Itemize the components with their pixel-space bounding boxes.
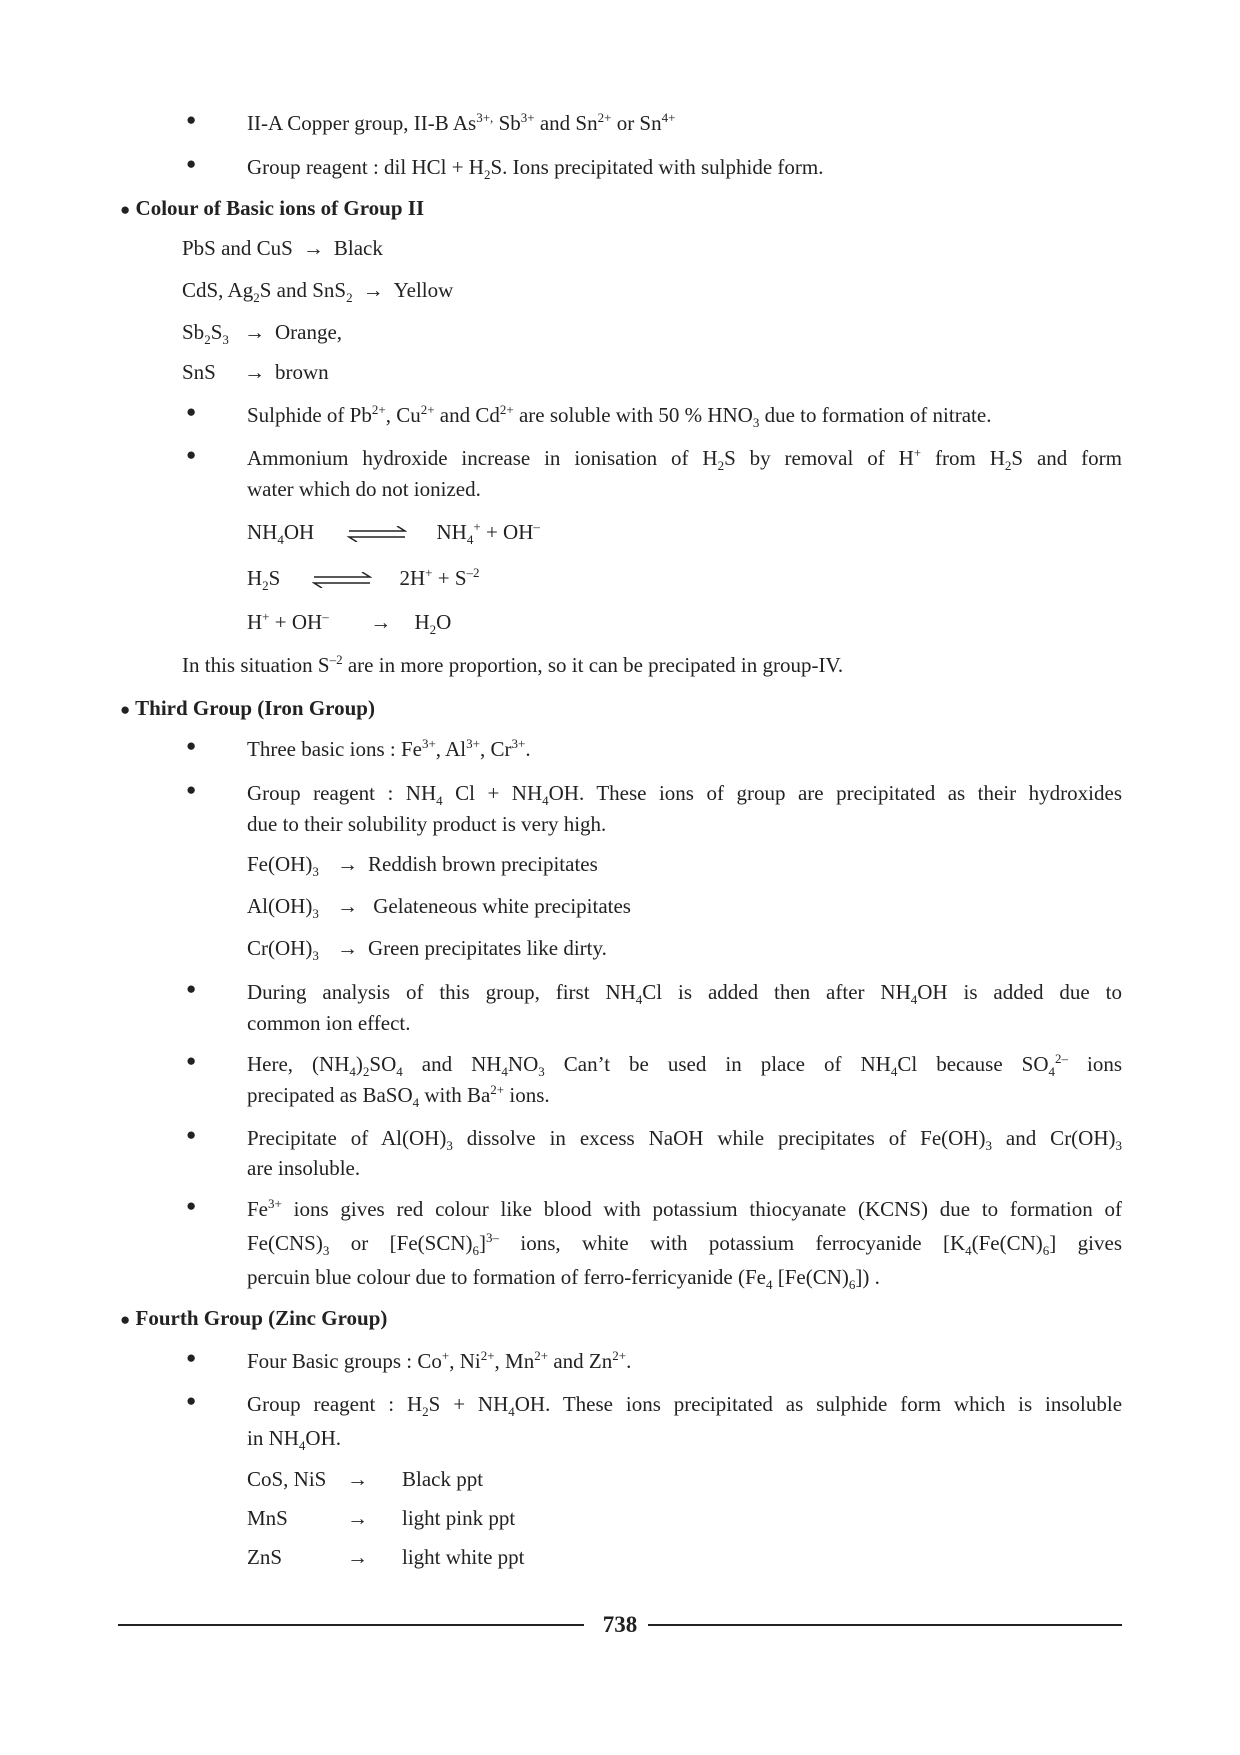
group3-analysis: During analysis of this group, first $NH_4Cl$ is added then after $NH_4OH$ is added due to [247, 980, 1122, 1007]
bullet-icon: ● [186, 1348, 197, 1367]
equilibrium-arrow-icon [347, 526, 407, 542]
ammonium-note: Ammonium hydroxide increase in ionisation of $H_2S$ by removal of H+ from $H_2S$ and form [247, 445, 1122, 473]
equation-water: $H^+ + OH^- \to H_2O$ [247, 609, 452, 637]
group2-line1: II-A Copper group, II-B $As^{3+,}$ $Sb^{3+}$ and $Sn^{2+}$ or $Sn^{4+}$ [247, 110, 676, 135]
group3-here: Here, $(NH_4)_2SO_4$ and $NH_4NO_3$ Can’t be used in place of $NH_4Cl$ because $SO_4^{2-}$ ions [247, 1051, 1123, 1079]
fe-test-line3: percuin blue colour due to formation of ferro-ferricyanide ($Fe_4$ $[Fe(CN)_6]$) . [247, 1265, 880, 1292]
group3-precipitate: Precipitate of $Al(OH)_3$ dissolve in excess NaOH while precipitates of $Fe(OH)_3$ and $Cr(OH)_3$ [247, 1126, 1123, 1153]
bullet-icon: ● [186, 445, 197, 464]
sulphide-row-zns: ZnS → light white ppt [247, 1545, 525, 1569]
equation-h2s: $H_2S$ $2H^+ + S^{-2}$ [247, 565, 480, 593]
sulphide-row-mns: MnS → light pink ppt [247, 1506, 516, 1530]
bullet-icon: ● [186, 736, 197, 755]
bullet-icon: ● [186, 110, 197, 129]
bullet-icon: ● [186, 402, 197, 421]
group2-reagent: Group reagent : dil HCl + $H_2S$. Ions precipitated with sulphide form. [247, 155, 824, 182]
equilibrium-arrow-icon [312, 572, 372, 588]
footer-rule-left [118, 1624, 584, 1626]
bullet-icon: ● [186, 1196, 197, 1215]
fe-test-line1: $Fe^{3+}$ ions gives red colour like blood with potassium thiocyanate (KCNS) due to formation of [247, 1196, 1122, 1221]
hydroxide-row-al: $Al(OH)_3$ → Gelateneous white precipitates [247, 894, 631, 921]
page-number: 738 [602, 1612, 638, 1637]
hydroxide-row-fe: $Fe(OH)_3$ → Reddish brown precipitates [247, 852, 598, 879]
equation-nh4oh: $NH_4OH$ $NH_4^+ + OH^-$ [247, 519, 540, 547]
situation-note: In this situation $S^{-2}$ are in more proportion, so it can be precipated in group-IV. [182, 652, 844, 677]
sulphide-note: Sulphide of $Pb^{2+}$, $Cu^{2+}$ and $Cd^{2+}$ are soluble with 50 % $HNO_3$ due to formation of nitrate. [247, 402, 992, 430]
footer-rule-right [648, 1624, 1122, 1626]
bullet-icon: ● [186, 1125, 197, 1144]
group4-reagent: Group reagent : $H_2S + NH_4OH$. These ions precipitated as sulphide form which is insoluble [247, 1392, 1123, 1419]
hydroxide-row-cr: $Cr(OH)_3$ → Green precipitates like dirty. [247, 936, 607, 963]
colour-row-cds: CdS, $Ag_2S$ and SnS$_2$ → Yellow [182, 278, 454, 305]
colour-row-pbs: PbS and CuS → Black [182, 236, 383, 260]
sulphide-row-cos: CoS, NiS → Black ppt [247, 1467, 484, 1491]
colour-heading: ● Colour of Basic ions of Group II [120, 196, 425, 220]
group3-analysis-line2: common ion effect. [247, 1011, 411, 1035]
group4-heading: ● Fourth Group (Zinc Group) [120, 1306, 388, 1330]
bullet-icon: ● [186, 154, 197, 173]
bullet-icon: ● [186, 1391, 197, 1410]
group3-reagent: Group reagent : $NH_4$ $Cl + NH_4OH$. These ions of group are precipitated as their hydroxides [247, 781, 1122, 808]
colour-row-sb2s3: $Sb_2S_3$ → Orange, [182, 320, 343, 347]
group3-heading: ● Third Group (Iron Group) [120, 696, 375, 720]
fe-test-line2: $Fe(CNS)_3$ or $[Fe(SCN)_6]^{3-}$ ions, white with potassium ferrocyanide [$K_4(Fe(CN)_6]$ gives [247, 1230, 1122, 1258]
group3-ions: Three basic ions : $Fe^{3+}$, $Al^{3+}$, $Cr^{3+}$. [247, 736, 531, 761]
ammonium-note-line2: water which do not ionized. [247, 477, 481, 501]
group4-reagent-line2: in $NH_4OH$. [247, 1426, 342, 1453]
group3-reagent-line2: due to their solubility product is very high. [247, 812, 607, 836]
group3-here-line2: precipated as BaSO$_4$ with $Ba^{2+}$ ions. [247, 1082, 550, 1110]
bullet-icon: ● [186, 979, 197, 998]
group3-precipitate-line2: are insoluble. [247, 1156, 361, 1180]
bullet-icon: ● [186, 1051, 197, 1070]
bullet-icon: ● [186, 780, 197, 799]
colour-row-sns: SnS → brown [182, 360, 329, 384]
group4-ions: Four Basic groups : Co+, $Ni^{2+}$, $Mn^{2+}$ and $Zn^{2+}$. [247, 1348, 632, 1373]
